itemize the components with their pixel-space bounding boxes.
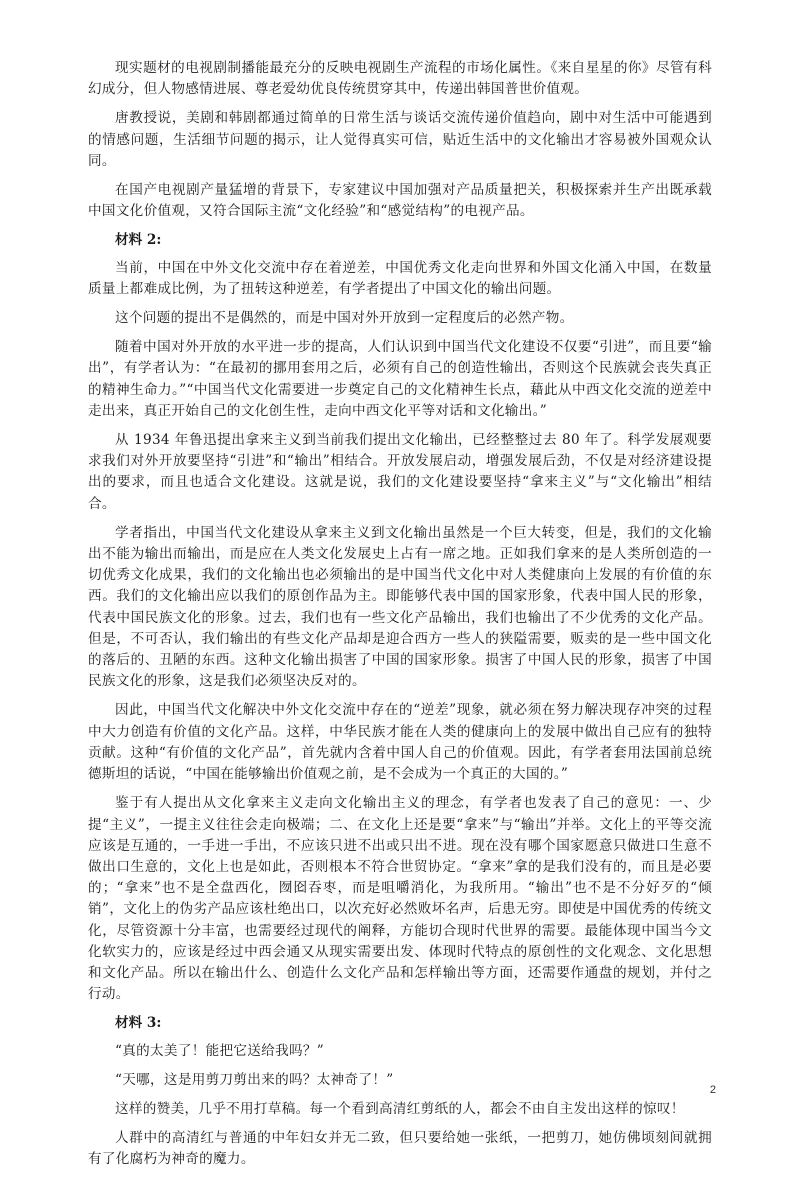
body-paragraph: 这个问题的提出不是偶然的，而是中国对外开放到一定程度后的必然产物。 [115, 310, 574, 327]
body-paragraph: 现实题材的电视剧制播能最充分的反映电视剧生产流程的市场化属性。《来自星星的你》尽管有科幻成分，但人物感情进展、尊老爱幼优良传统贯穿其中，传递出韩国普世价值观。 [88, 60, 712, 98]
body-paragraph: “天哪，这是用剪刀剪出来的吗？太神奇了！” [115, 1071, 394, 1088]
section-heading-material-2: 材料 2: [115, 232, 162, 249]
body-paragraph: 当前，中国在中外文化交流中存在着逆差，中国优秀文化走向世界和外国文化涌入中国，在数量质量上都难成比例，为了扭转这种逆差，有学者提出了中国文化的输出问题。 [88, 259, 712, 297]
body-paragraph: “真的太美了！能把它送给我吗？” [115, 1042, 325, 1059]
body-paragraph: 在国产电视剧产量猛增的背景下，专家建议中国加强对产品质量把关，积极探索并生产出既承载中国文化价值观，又符合国际主流“文化经验”和“感觉结构”的电视产品。 [88, 182, 712, 220]
page-number: 2 [709, 1084, 716, 1096]
document-page [88, 58, 712, 1179]
body-paragraph: 鉴于有人提出从文化拿来主义走向文化输出主义的理念，有学者也发表了自己的意见：一、少提“主义”，一提主义往往会走向极端；二、在文化上还是要“拿来”与“输出”并举。文化上的平等交流应该是互通的，一手进一手出，不应该只进不出或只出不进。现在没有哪个国家愿意只做进口生意不做出口生意的，文化上也是如此，否则根本不符合世贸协定。“拿来”拿的是我们没有的，而且是必要的；“拿来”也不是全盘西化，囫囵吞枣，而是咀嚼消化，为我所用。“输出”也不是不分好歹的“倾销”，文化上的伪劣产品应该杜绝出口，以次充好必然败坏名声，后患无穷。即使是中国优秀的传统文化，尽管资源十分丰富，也需要经过现代的阐释，方能切合现时代世界的需要。最能体现中国当今文化软实力的，应该是经过中西会通又从现实需要出发、体现时代特点的原创性的文化观念、文化思想和文化产品。所以在输出什么、创造什么文化产品和怎样输出等方面，还需要作通盘的规划，并付之行动。 [88, 795, 712, 1003]
section-heading-material-3: 材料 3: [115, 1015, 162, 1032]
body-paragraph: 人群中的高清红与普通的中年妇女并无二致，但只要给她一张纸，一把剪刀，她仿佛顷刻间就拥有了化腐朽为神奇的魔力。 [88, 1130, 712, 1168]
body-paragraph: 因此，中国当代文化解决中外文化交流中存在的“逆差”现象，就必须在努力解决现存冲突的过程中大力创造有价值的文化产品。这样，中华民族才能在人类的健康向上的发展中做出自己应有的独特贡献。这种“有价值的文化产品”，首先就内含着中国人自己的价值观。因此，有学者套用法国前总统德斯坦的话说，“中国在能够输出价值观之前，是不会成为一个真正的大国的。” [88, 702, 712, 783]
body-paragraph: 从 1934 年鲁迅提出拿来主义到当前我们提出文化输出，已经整整过去 80 年了。科学发展观要求我们对外开放要坚持“引进”和“输出”相结合。开放发展启动，增强发展后劲，不仅是对经济建设提出的要求，而且也适合文化建设。这就是说，我们的文化建设要坚持“拿来主义”与“文化输出”相结合。 [88, 432, 712, 512]
body-paragraph: 唐教授说，美剧和韩剧都通过简单的日常生活与谈话交流传递价值趋向，剧中对生活中可能遇到的情感问题，生活细节问题的揭示，让人觉得真实可信，贴近生活中的文化输出才容易被外国观众认同。 [88, 110, 712, 169]
body-paragraph: 这样的赞美，几乎不用打草稿。每一个看到高清红剪纸的人，都会不由自主发出这样的惊叹！ [115, 1100, 685, 1117]
body-paragraph: 学者指出，中国当代文化建设从拿来主义到文化输出虽然是一个巨大转变，但是，我们的文化输出不能为输出而输出，而是应在人类文化发展史上占有一席之地。正如我们拿来的是人类所创造的一切优秀文化成果，我们的文化输出也必须输出的是中国当代文化中对人类健康向上发展的有价值的东西。我们的文化输出应以我们的原创作品为主。即能够代表中国的国家形象，代表中国人民的形象，代表中国民族文化的形象。过去，我们也有一些文化产品输出，我们也输出了不少优秀的文化产品。但是，不可否认，我们输出的有些文化产品却是迎合西方一些人的狭隘需要，贩卖的是一些中国文化的落后的、丑陋的东西。这种文化输出损害了中国的国家形象。损害了中国人民的形象，损害了中国民族文化的形象，这是我们必须坚决反对的。 [88, 524, 712, 690]
body-paragraph: 随着中国对外开放的水平进一步的提高，人们认识到中国当代文化建设不仅要“引进”，而且要“输出”，有学者认为：“在最初的挪用套用之后，必须有自己的创造性输出，否则这个民族就会丧失真正的精神生命力。”“中国当代文化需要进一步奠定自己的文化精神生长点，藉此从中西文化交流的逆差中走出来，真正开始自己的文化创生性，走向中西文化平等对话和文化输出。” [88, 339, 712, 419]
